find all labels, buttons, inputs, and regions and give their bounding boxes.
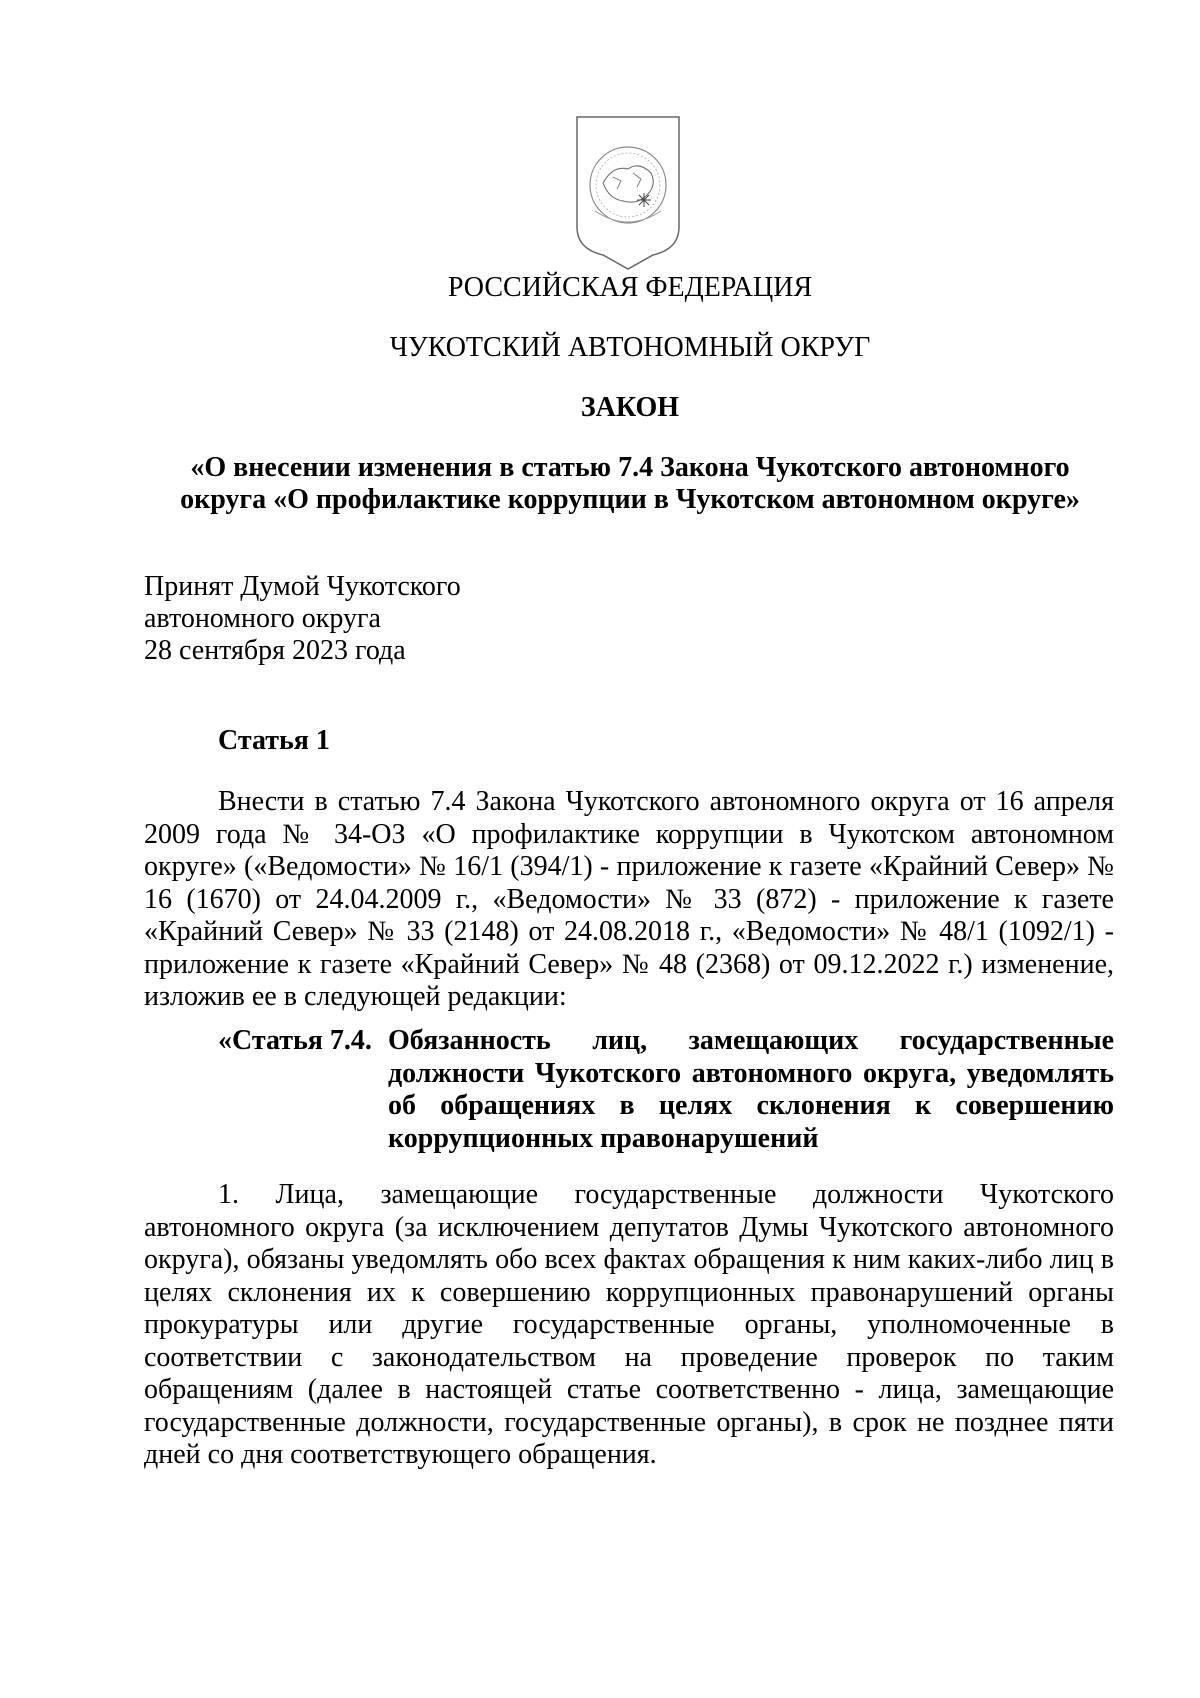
country-heading: РОССИЙСКАЯ ФЕДЕРАЦИЯ	[447, 272, 813, 303]
article-7-4-label: «Статья 7.4.	[218, 1025, 372, 1056]
article-1-heading: Статья 1	[218, 725, 330, 756]
article-1-text	[144, 786, 1114, 1014]
document-type: ЗАКОН	[580, 392, 680, 423]
article-7-4-title: Обязанность лиц, замещающих государственные должности Чукотского автономного округа, уведомлять об обращениях в целях склонения к совершению коррупционных правонарушений	[388, 1025, 1114, 1154]
article-7-4-paragraph-1: 1. Лица, замещающие государственные должности Чукотского автономного округа (за исключением депутатов Думы Чукотского автономного округа), обязаны уведомлять обо всех фактах обращения к ним каких-либо лиц в целях склонения их к совершению коррупционных правонарушений органы прокуратуры или другие государственные органы, уполномоченные в соответствии с законодательством на проведение проверок по таким обращениям (далее в настоящей статье соответственно - лица, замещающие государственные должности, государственные органы), в срок не позднее пяти дней со дня соответствующего обращения.	[144, 1179, 1114, 1470]
article-7-4-body	[144, 1179, 1114, 1472]
adoption-line-1: Принят Думой Чукотского	[144, 571, 461, 602]
law-title-line-2: округа «О профилактике коррупции в Чукотском автономном округе»	[180, 484, 1080, 515]
law-title-line-1: «О внесении изменения в статью 7.4 Закона Чукотского автономного	[190, 452, 1070, 483]
adoption-date: 28 сентября 2023 года	[144, 635, 406, 666]
coat-of-arms-emblem	[573, 115, 683, 271]
region-heading: ЧУКОТСКИЙ АВТОНОМНЫЙ ОКРУГ	[389, 332, 871, 363]
adoption-line-2: автономного округа	[144, 603, 381, 634]
article-1-paragraph: Внести в статью 7.4 Закона Чукотского автономного округа от 16 апреля 2009 года № 34-ОЗ «О профилактике коррупции в Чукотском автономном округе» («Ведомости» № 16/1 (394/1) - приложение к газете «Крайний Север» № 16 (1670) от 24.04.2009 г., «Ведомости» № 33 (872) - приложение к газете «Крайний Север» № 33 (2148) от 24.08.2018 г., «Ведомости» № 48/1 (1092/1) - приложение к газете «Крайний Север» № 48 (2368) от 09.12.2022 г.) изменение, изложив ее в следующей редакции:	[144, 786, 1114, 1012]
